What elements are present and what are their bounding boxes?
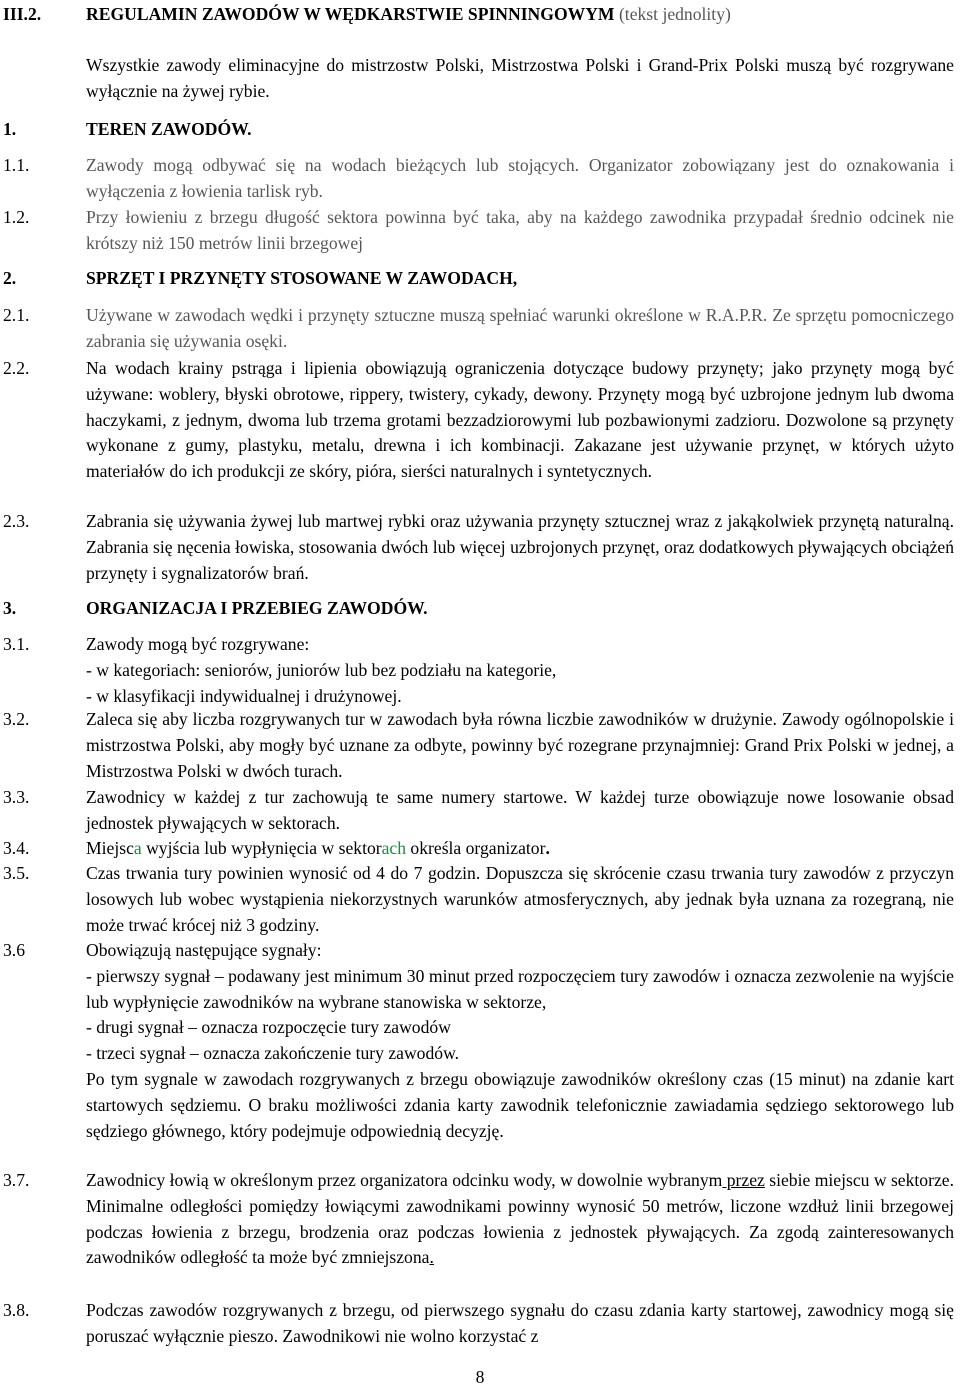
paragraph-3-1-text (86, 632, 954, 709)
paragraph-3-7-number: 3.7. (3, 1170, 30, 1190)
section-2-number: 2. (3, 268, 17, 288)
title-text: REGULAMIN ZAWODÓW W WĘDKARSTWIE SPINNINGOWYM (86, 4, 615, 24)
text-run-underlined: przez (722, 1170, 765, 1190)
paragraph-3-8-number: 3.8. (3, 1300, 30, 1320)
list-item: - trzeci sygnał – oznacza zakończenie tury zawodów. (86, 1043, 460, 1064)
paragraph-1-2-number: 1.2. (3, 207, 30, 227)
paragraph-1-1-part-a: Zawody mogą odbywać się na wodach bieżących lub stojących. (86, 155, 580, 175)
paragraph-2-2-text: Na wodach krainy pstrąga i lipienia obowiązują ograniczenia dotyczące budowy przynęty; jako przynęty mogą być używane: woblery, błyski obrotowe, rippery, twistery, cykady, dewony. Przynęty mogą być uzbrojone jednym lub dwoma haczykami, z jednym, dwoma lub trzema grotami bezzadziorowymi lub pozbawionymi zadzioru. Dozwolone są przynęty wykonane z gumy, plastyku, metalu, drewna i ich kombinacji. Zakazane jest używanie przynęt, w których użyto materiałów do ich produkcji ze skóry, pióra, sierści naturalnych i syntetycznych. (86, 358, 954, 482)
section-2-title: SPRZĘT I PRZYNĘTY STOSOWANE W ZAWODACH, (86, 268, 518, 288)
list-item: - w kategoriach: seniorów, juniorów lub bez podziału na kategorie, (86, 659, 557, 680)
text-run-highlight: ach (381, 838, 407, 858)
paragraph-3-1-number: 3.1. (3, 634, 30, 654)
paragraph-2-3-text: Zabrania się używania żywej lub martwej rybki oraz używania przynęty sztucznej wraz z jakąkolwiek przynętą naturalną. Zabrania się nęcenia łowiska, stosowania dwóch lub więcej uzbrojonych przynęt, oraz dodatkowych pływających obciążeń przynęty i sygnalizatorów brań. (86, 511, 954, 583)
paragraph-3-2-number: 3.2. (3, 709, 30, 729)
paragraph-3-7-text (86, 1168, 954, 1271)
section-1-number: 1. (3, 119, 17, 139)
paragraph-3-2-text: Zaleca się aby liczba rozgrywanych tur w zawodach była równa liczbie zawodników w drużynie. Zawody ogólnopolskie i mistrzostwa Polski, aby mogły być uznane za odbyte, powinny być rozegrane przynajmniej: Grand Prix Polski w jednej, a Mistrzostwa Polski w dwóch turach. (86, 709, 954, 781)
paragraph-3-8-text: Podczas zawodów rozgrywanych z brzegu, od pierwszego sygnału do czasu zdania karty startowej, zawodnicy mogą się poruszać wyłącznie pieszo. Zawodnikowi nie wolno korzystać z (86, 1300, 954, 1346)
text-run: wyjścia lub wypłynięcia w sektor (141, 838, 382, 858)
text-run: Miejsc (86, 838, 134, 858)
title-note: (tekst jednolity) (618, 4, 731, 24)
text-run-highlight: a (133, 838, 142, 858)
paragraph-3-6-number: 3.6 (3, 940, 25, 960)
text-run: siebie miejscu w sektorze. Minimalne odległości pomiędzy łowiącymi zawodnikami powinny wynosić 50 metrów, liczone wzdłuż linii brzegowej podczas łowienia z brzegu, brodzenia oraz podczas łowienia z jednostek pływających. Za zgodą zainteresowanych zawodników odległość ta może być zmniejszona (86, 1170, 954, 1268)
text-run: . (545, 838, 550, 858)
paragraph-3-4-number: 3.4. (3, 838, 30, 858)
paragraph-1-1-text (86, 153, 954, 205)
paragraph-3-6-intro: Obowiązują następujące sygnały: (86, 940, 322, 960)
paragraph-2-1-number: 2.1. (3, 305, 30, 325)
paragraph-3-1-intro: Zawody mogą być rozgrywane: (86, 634, 310, 654)
paragraph-1-1-number: 1.1. (3, 155, 30, 175)
paragraph-3-5-number: 3.5. (3, 863, 30, 883)
paragraph-2-1-text: Używane w zawodach wędki i przynęty sztuczne muszą spełniać warunki określone w R.A.P.R. Ze sprzętu pomocniczego zabrania się używania osęki. (86, 305, 954, 351)
paragraph-3-4-text (86, 836, 954, 862)
document-title (86, 2, 954, 28)
paragraph-3-6-after: Po tym sygnale w zawodach rozgrywanych z brzegu obowiązuje zawodników określony czas (15 minut) na zdanie kart startowych sędziemu. O braku możliwości zdania karty zawodnik telefonicznie zawiadamia sędziego sektorowego lub sędziego głównego, który podejmuje odpowiednią decyzję. (86, 1068, 954, 1141)
text-run: Zawodnicy łowią w określonym przez organizatora odcinku wody, w dowolnie wybranym (86, 1170, 723, 1190)
list-item: - drugi sygnał – oznacza rozpoczęcie tury zawodów (86, 1017, 451, 1038)
paragraph-3-5-text: Czas trwania tury powinien wynosić od 4 do 7 godzin. Dopuszcza się skrócenie czasu trwania tury zawodów z przyczyn losowych lub wobec wystąpienia niekorzystnych warunków atmosferycznych, aby jednak była uznana za rozegraną, nie może trwać krócej niż 3 godziny. (86, 863, 954, 935)
text-run: określa organizator (406, 838, 546, 858)
paragraph-1-1-part-b: Organizator zobowiązany jest do oznakowania i wyłączenia z łowienia tarlisk ryb. (86, 155, 955, 201)
text-run-underlined: . (429, 1247, 434, 1268)
list-item: - w klasyfikacji indywidualnej i drużynowej. (86, 685, 402, 706)
section-3-title: ORGANIZACJA I PRZEBIEG ZAWODÓW. (86, 598, 428, 618)
paragraph-2-3-number: 2.3. (3, 511, 30, 531)
paragraph-3-3-text: Zawodnicy w każdej z tur zachowują te same numery startowe. W każdej turze obowiązuje nowe losowanie obsad jednostek pływających w sektorach. (86, 787, 954, 833)
paragraph-3-3-number: 3.3. (3, 787, 30, 807)
title-number: III.2. (3, 4, 42, 24)
paragraph-1-2-text: Przy łowieniu z brzegu długość sektora powinna być taka, aby na każdego zawodnika przypadał średnio odcinek nie krótszy niż 150 metrów linii brzegowej (86, 207, 954, 253)
section-1-title: TEREN ZAWODÓW. (86, 119, 252, 139)
list-item: - pierwszy sygnał – podawany jest minimum 30 minut przed rozpoczęciem tury zawodów i oznacza zezwolenie na wyjście lub wypłynięcie zawodników na wybrane stanowiska w sektorze, (86, 965, 954, 1012)
section-3-number: 3. (3, 598, 17, 618)
page-number: 8 (475, 1367, 485, 1387)
paragraph-3-6-text (86, 938, 954, 1144)
paragraph-2-2-number: 2.2. (3, 358, 30, 378)
intro-text: Wszystkie zawody eliminacyjne do mistrzostw Polski, Mistrzostwa Polski i Grand-Prix Polski muszą być rozgrywane wyłącznie na żywej rybie. (86, 55, 954, 101)
